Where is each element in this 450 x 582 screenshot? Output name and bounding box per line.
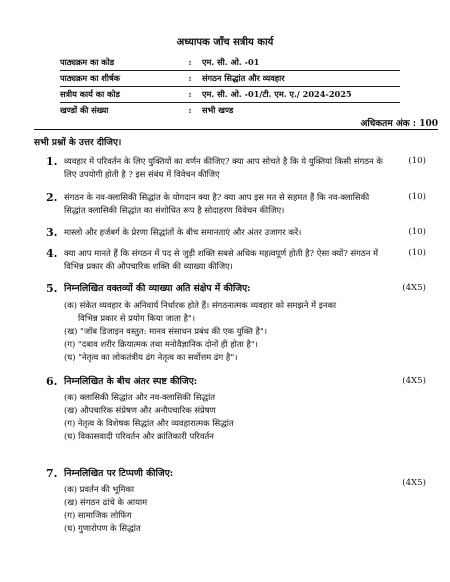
sub-item-continuation: विभिन्न प्रकार से प्रयोग किया जाता है"। bbox=[78, 313, 196, 323]
question-heading: निम्नलिखित के बीच अंतर स्पष्ट कीजिए: bbox=[64, 376, 198, 387]
sub-item bbox=[64, 338, 426, 351]
divider bbox=[34, 129, 438, 130]
question-marks: (4X5) bbox=[402, 283, 426, 293]
question-number: 3. bbox=[46, 226, 58, 239]
question-5 bbox=[46, 282, 426, 364]
max-marks: अधिकतम अंक : 100 bbox=[360, 119, 438, 129]
question-text: संगठन के नव-क्लासिकी सिद्धांत के योगदान क्या है? क्या आप इस मत से सहमत हैं कि नव-क्लासिकी सिद्धांत क्लासिकी सिद्धांत का संशोधित रूप है सोदाहरण विवेचन कीजिए। bbox=[64, 192, 370, 215]
question-marks: (10) bbox=[408, 156, 426, 166]
sub-item-text: (घ) विकासवादी परिवर्तन और क्रांतिकारी परिवर्तन bbox=[64, 431, 214, 441]
meta-row-course-code bbox=[60, 55, 400, 71]
sub-item-text: (ख) "जॉब डिजाइन वस्तुत: मानव संसाधन प्रबंध की एक युक्ति है"। bbox=[64, 326, 267, 336]
sub-item bbox=[64, 325, 426, 338]
meta-separator: : bbox=[178, 55, 202, 71]
course-meta-table bbox=[60, 55, 400, 118]
meta-value: एम. सी. ओ. -01/टी. एम. ए./ 2024-2025 bbox=[202, 87, 400, 103]
meta-separator: : bbox=[188, 105, 192, 115]
meta-separator: : bbox=[178, 71, 202, 87]
question-text: व्यवहार में परिवर्तन के लिए युक्तियों का वर्णन कीजिए? क्या आप सोचते है कि ये युक्तियां किसी संगठन के लिए उपयोगी होती है ? इस संबंध में विवेचन कीजिए bbox=[64, 156, 383, 179]
question-marks: (10) bbox=[408, 227, 426, 237]
meta-label: सत्रीय कार्य का कोड bbox=[60, 87, 178, 103]
meta-row-blocks bbox=[60, 103, 400, 119]
sub-item bbox=[64, 430, 426, 443]
question-4 bbox=[46, 247, 426, 273]
sub-item-text: (घ) "नेतृत्व का लोकतंत्रीय ढंग नेतृत्व का सर्वोत्तम ढंग है"। bbox=[64, 352, 238, 362]
sub-item bbox=[64, 483, 426, 496]
meta-label: पाठ्यक्रम का शीर्षक bbox=[60, 71, 178, 87]
sub-item bbox=[64, 522, 426, 535]
question-number: 6. bbox=[46, 375, 58, 388]
question-heading: निम्नलिखित पर टिप्पणी कीजिए: bbox=[64, 468, 174, 479]
sub-item bbox=[64, 299, 426, 325]
sub-item bbox=[64, 509, 426, 522]
sub-item bbox=[64, 417, 426, 430]
instructions: सभी प्रश्नों के उत्तर दीजिए। bbox=[34, 138, 122, 148]
meta-label: खण्डों की संख्या bbox=[60, 104, 109, 115]
question-text: मास्लो और हर्जबर्ग के प्रेरणा सिद्धांतों के बीच समानताएं और अंतर उजागर करें। bbox=[64, 227, 302, 237]
sub-item-text: (ख) संगठन ढांचे के आयाम bbox=[64, 497, 148, 507]
sub-item-text: (ग) नेतृत्व के विशेषक सिद्धांत और व्यवहारात्मक सिद्धांत bbox=[64, 418, 234, 428]
question-number: 7. bbox=[46, 467, 58, 480]
question-marks: (10) bbox=[408, 192, 426, 202]
sub-item-text: (क) संकेत व्यवहार के अनिवार्य निर्धारक होते हैं। संगठनात्मक व्यवहार को समझने में इनका bbox=[64, 300, 337, 310]
sub-item-text: (ग) सामाजिक लोफिंग bbox=[64, 510, 132, 520]
question-marks: (4X5) bbox=[402, 376, 426, 386]
sub-item bbox=[64, 404, 426, 417]
meta-value: एम. सी. ओ. -01 bbox=[202, 55, 400, 71]
question-2 bbox=[46, 191, 426, 217]
sub-item-text: (ख) औपचारिक संप्रेषण और अनौपचारिक संप्रेषण bbox=[64, 405, 216, 415]
question-number: 1. bbox=[46, 155, 58, 168]
question-6 bbox=[46, 375, 426, 443]
question-text: क्या आप मानते हैं कि संगठन में पद से जुड़ी शक्ति सबसे अधिक महत्वपूर्ण होती है? ऐसा क्यों? संगठन में विभिन्न प्रकार की औपचारिक शक्ति की व्याख्या कीजिए। bbox=[64, 248, 379, 271]
meta-row-course-title bbox=[60, 71, 400, 87]
sub-item-text: (क) प्रवर्तन की भूमिका bbox=[64, 484, 135, 494]
question-number: 5. bbox=[46, 282, 58, 295]
sub-item bbox=[64, 351, 426, 364]
question-3 bbox=[46, 226, 426, 239]
question-7 bbox=[46, 467, 426, 535]
meta-value: सभी खण्ड bbox=[202, 104, 234, 115]
meta-row-assignment-code bbox=[60, 87, 400, 103]
question-marks: (4X5) bbox=[402, 478, 426, 488]
question-heading: निम्नलिखित वक्तव्यों की व्याख्या अति संक्षेप में कीजिए: bbox=[64, 283, 251, 294]
sub-item-text: (ग) "दबाव शरीर क्रियात्मक तथा मनोवैज्ञानिक दोनों ही होता है"। bbox=[64, 339, 258, 349]
question-1 bbox=[46, 155, 426, 181]
sub-item bbox=[64, 496, 426, 509]
question-marks: (10) bbox=[408, 248, 426, 258]
question-number: 4. bbox=[46, 247, 58, 260]
sub-item-text: (क) क्लासिकी सिद्धांत और नव-क्लासिकी सिद्धांत bbox=[64, 392, 216, 402]
meta-label: पाठ्यक्रम का कोड bbox=[60, 55, 178, 71]
meta-separator: : bbox=[178, 87, 202, 103]
sub-item-text: (घ) गुणारोपण के सिद्धांत bbox=[64, 523, 141, 533]
sub-item bbox=[64, 391, 426, 404]
page-title: अध्यापक जाँच सत्रीय कार्य bbox=[176, 37, 274, 48]
question-number: 2. bbox=[46, 191, 58, 204]
meta-value: संगठन सिद्धांत और व्यवहार bbox=[202, 71, 400, 87]
